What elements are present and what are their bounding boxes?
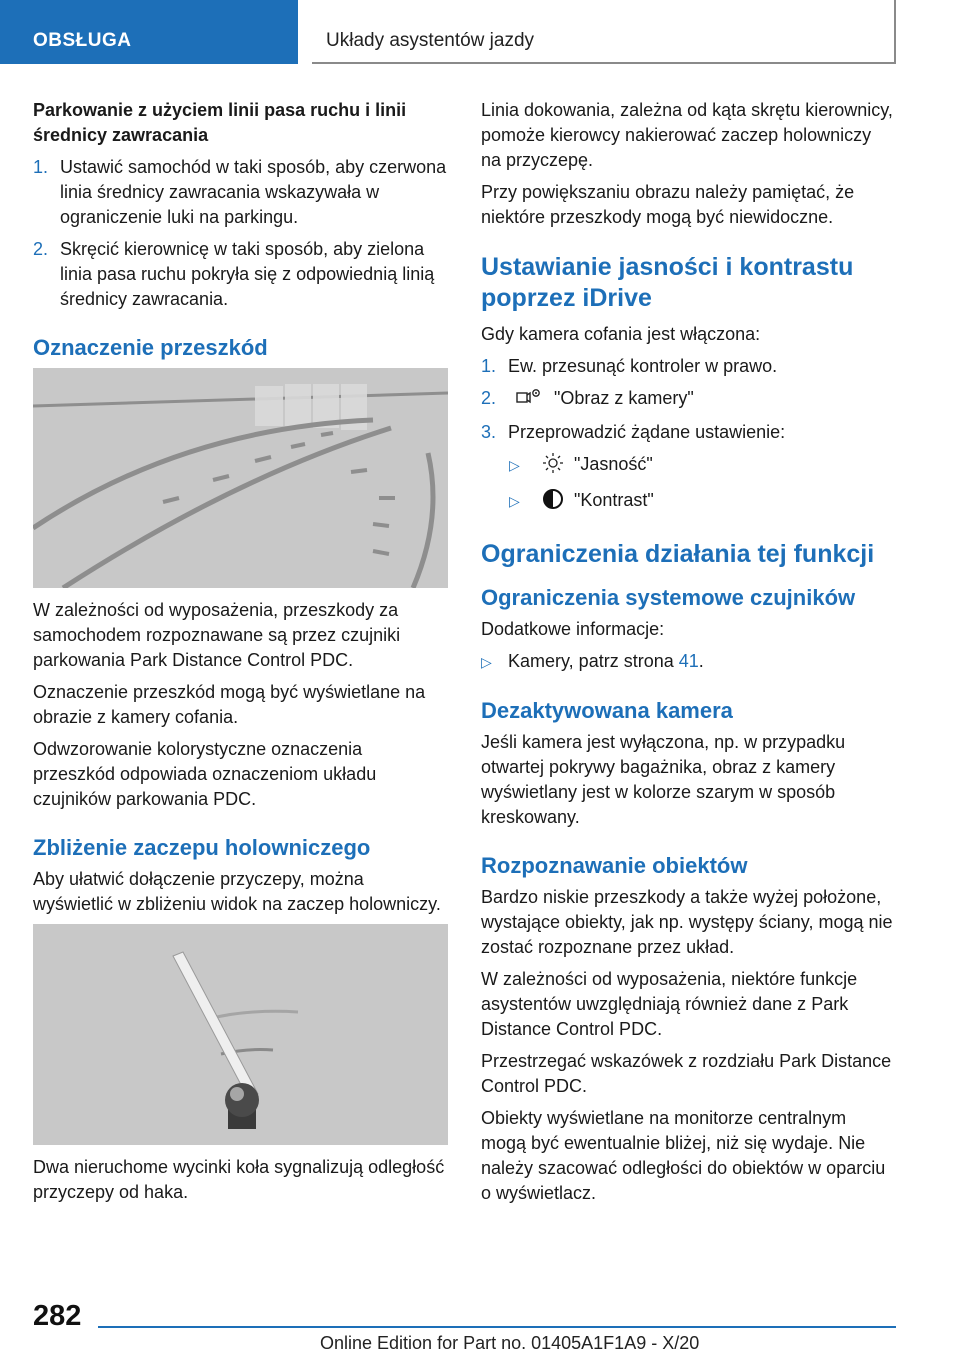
obstacles-para: Odwzorowanie kolorystyczne oznaczenia przeszkód odpowiada oznaczeniom układu czujników parkowania PDC. <box>33 739 377 809</box>
step-item <box>481 386 896 413</box>
brightness-intro: Gdy kamera cofania jest włączona: <box>481 324 761 344</box>
option-text: "Jasność" <box>574 454 653 474</box>
page-number: 282 <box>33 1300 82 1332</box>
edition-footer: Online Edition for Part no. 01405A1F1A9 - X/20 <box>320 1333 700 1353</box>
step-number: 1. <box>481 356 497 376</box>
period: . <box>698 651 704 671</box>
parking-steps <box>33 155 448 312</box>
contrast-icon <box>542 488 568 517</box>
camera-settings-icon <box>516 386 542 413</box>
step-number: 3. <box>481 422 497 442</box>
heading-obstacles: Oznaczenie przeszkód <box>33 335 268 360</box>
list-item <box>509 488 896 517</box>
obstacles-para: W zależności od wyposażenia, przeszkody za samochodem rozpoznawane są przez czujniki parkowania Park Distance Control PDC. <box>33 600 401 670</box>
heading-hitch: Zbliżenie zaczepu holowniczego <box>33 835 371 860</box>
obstacle-marking-image <box>33 368 448 588</box>
objects-para: Bardzo niskie przeszkody a także wyżej położone, wystające obiekty, jak np. występy ściany, mogą nie zostać rozpoznane przez układ. <box>481 887 893 957</box>
triangle-bullet-icon: ▷ <box>481 654 492 670</box>
intro-para: Przy powiększaniu obrazu należy pamiętać, że niektóre przeszkody mogą być niewidoczne. <box>481 182 855 227</box>
objects-para: Przestrzegać wskazówek z rozdziału Park Distance Control PDC. <box>481 1051 892 1096</box>
step-text: Ew. przesunąć kontroler w prawo. <box>508 356 778 376</box>
chapter-title: Układy asystentów jazdy <box>312 0 896 64</box>
list-item-text <box>508 649 704 675</box>
triangle-bullet-icon: ▷ <box>509 493 520 509</box>
hitch-para: Aby ułatwić dołączenie przyczepy, można wyświetlić w zbliżeniu widok na zaczep holowniczy. <box>33 869 441 914</box>
step-item <box>33 237 448 312</box>
brightness-icon <box>542 452 568 481</box>
option-text: "Kontrast" <box>574 490 654 510</box>
heading-limits: Ograniczenia działania tej funkcji <box>481 540 875 568</box>
idrive-steps <box>481 354 896 445</box>
left-column <box>33 98 448 1212</box>
heading-objects: Rozpoznawanie obiektów <box>481 853 748 878</box>
step-text: "Obraz z kamery" <box>554 388 694 408</box>
step-number: 2. <box>33 239 49 259</box>
objects-para: W zależności od wyposażenia, niektóre funkcje asystentów uwzględniają również dane z Park Distance Control PDC. <box>481 969 858 1039</box>
tow-hitch-zoom-image <box>33 924 448 1145</box>
heading-parking: Parkowanie z użyciem linii pasa ruchu i linii średnicy zawracania <box>33 100 407 145</box>
sensors-item-text: Kamery, patrz strona <box>508 651 674 671</box>
step-item <box>481 420 896 445</box>
step-number: 1. <box>33 157 49 177</box>
triangle-bullet-icon: ▷ <box>509 457 520 473</box>
setting-options <box>481 452 896 517</box>
step-item <box>481 354 896 379</box>
obstacles-para: Oznaczenie przeszkód mogą być wyświetlane na obrazie z kamery cofania. <box>33 682 426 727</box>
step-text: Skręcić kierownicę w taki sposób, aby zielona linia pasa ruchu pokryła się z odpowiednią linią średnicy zawracania. <box>60 239 435 309</box>
step-text: Przeprowadzić żądane ustawienie: <box>508 422 786 442</box>
list-item <box>481 649 896 675</box>
footer-divider <box>98 1326 896 1328</box>
heading-sensors: Ograniczenia systemowe czujników <box>481 585 856 610</box>
camera-para: Jeśli kamera jest wyłączona, np. w przypadku otwartej pokrywy bagażnika, obraz z kamery wyświetlany jest w kolorze szarym w sposób kreskowany. <box>481 732 846 827</box>
objects-para: Obiekty wyświetlane na monitorze centralnym mogą być ewentualnie bliżej, niż się wydaje. Nie należy szacować odległości do obiektów w oparciu o wyświetlacz. <box>481 1108 886 1203</box>
hitch-caption: Dwa nieruchome wycinki koła sygnalizują odległość przyczepy od haka. <box>33 1157 445 1202</box>
step-text: Ustawić samochód w taki sposób, aby czerwona linia średnicy zawracania wskazywała w ograniczenie luki na parkingu. <box>60 157 447 227</box>
intro-para: Linia dokowania, zależna od kąta skrętu kierownicy, pomoże kierowcy nakierować zaczep holowniczy na przyczepę. <box>481 100 893 170</box>
step-number: 2. <box>481 388 497 408</box>
page-link[interactable]: 41 <box>678 651 699 671</box>
heading-camera: Dezaktywowana kamera <box>481 698 733 723</box>
sensors-intro: Dodatkowe informacje: <box>481 619 665 639</box>
heading-brightness: Ustawianie jasności i kontrastu poprzez iDrive <box>481 253 854 312</box>
list-item <box>509 452 896 481</box>
sensors-list <box>481 649 896 675</box>
right-column <box>481 98 896 1213</box>
step-item <box>33 155 448 230</box>
section-tab: OBSŁUGA <box>0 0 298 64</box>
